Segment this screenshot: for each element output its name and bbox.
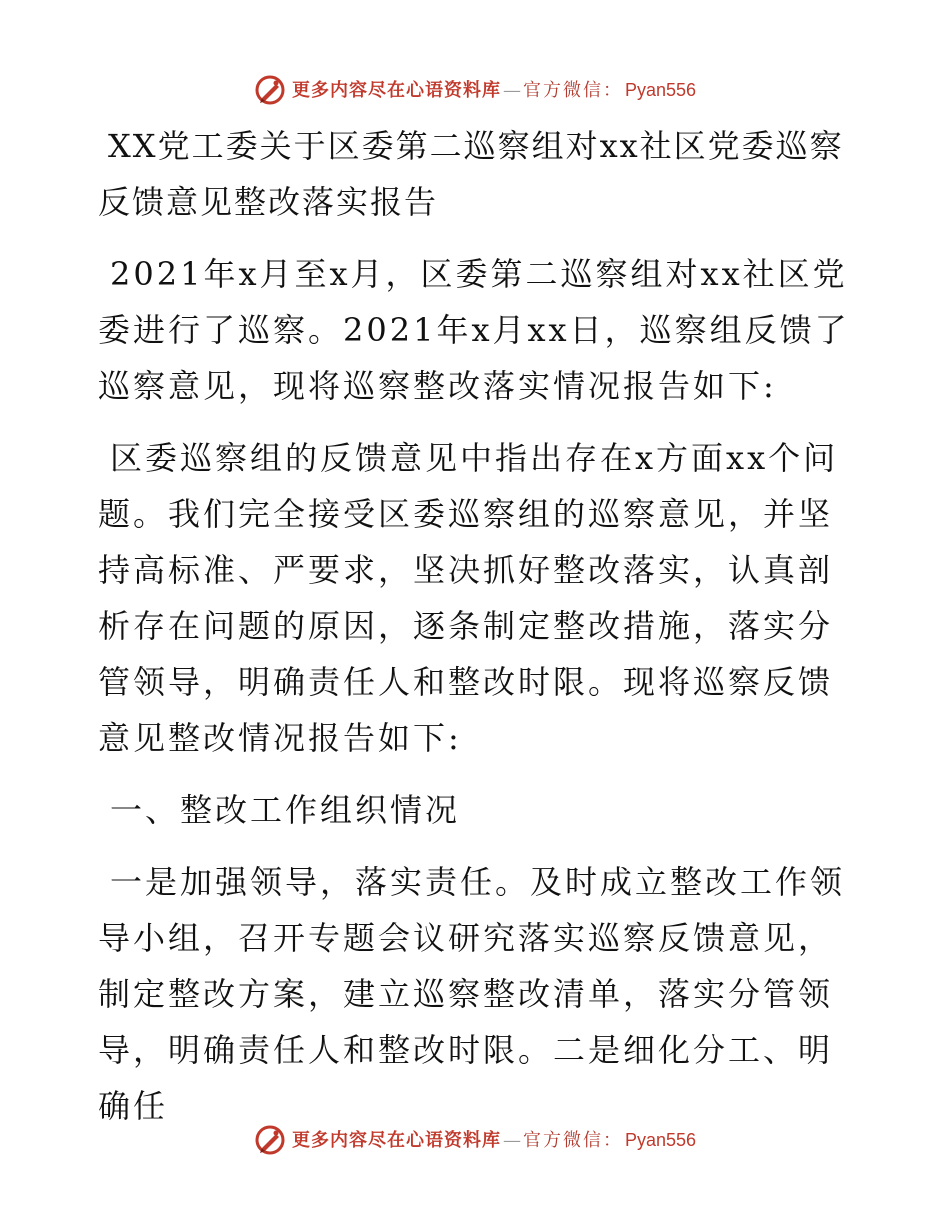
section-paragraph: 一是加强领导，落实责任。及时成立整改工作领导小组，召开专题会议研究落实巡察反馈意见，制定整改方案，建立巡察整改清单，落实分管领导，明确责任人和整改时限。二是细化分工、明确任 bbox=[98, 863, 846, 1125]
watermark-brand: 更多内容尽在心语资料库 bbox=[291, 1129, 501, 1151]
watermark-header bbox=[0, 70, 950, 110]
document-title: XX党工委关于区委第二巡察组对xx社区党委巡察反馈意见整改落实报告 bbox=[98, 127, 844, 221]
watermark-footer bbox=[0, 1120, 950, 1160]
watermark-official-label: 官方微信： bbox=[522, 79, 623, 101]
watermark-official-label: 官方微信： bbox=[522, 1129, 623, 1151]
watermark-dash: — bbox=[502, 79, 521, 101]
watermark-wechat-id: Pyan556 bbox=[624, 1129, 697, 1150]
document-paragraph-2: 区委巡察组的反馈意见中指出存在x方面xx个问题。我们完全接受区委巡察组的巡察意见，并坚持高标准、严要求，坚决抓好整改落实，认真剖析存在问题的原因，逐条制定整改措施，落实分管领导，明确责任人和整改时限。现将巡察反馈意见整改情况报告如下: bbox=[98, 439, 839, 757]
pen-logo-icon bbox=[254, 74, 286, 106]
document-paragraph-1: 2021年x月至x月，区委第二巡察组对xx社区党委进行了巡察。2021年x月xx日，巡察组反馈了巡察意见，现将巡察整改落实情况报告如下: bbox=[98, 255, 850, 405]
watermark-text bbox=[292, 1131, 696, 1150]
pen-logo-icon bbox=[254, 1124, 286, 1156]
section-heading: 一、整改工作组织情况 bbox=[110, 791, 461, 829]
watermark-brand: 更多内容尽在心语资料库 bbox=[291, 79, 501, 101]
watermark-wechat-id: Pyan556 bbox=[624, 79, 697, 100]
watermark-text bbox=[292, 81, 696, 100]
watermark-dash: — bbox=[502, 1129, 521, 1151]
document-body bbox=[98, 118, 850, 1150]
